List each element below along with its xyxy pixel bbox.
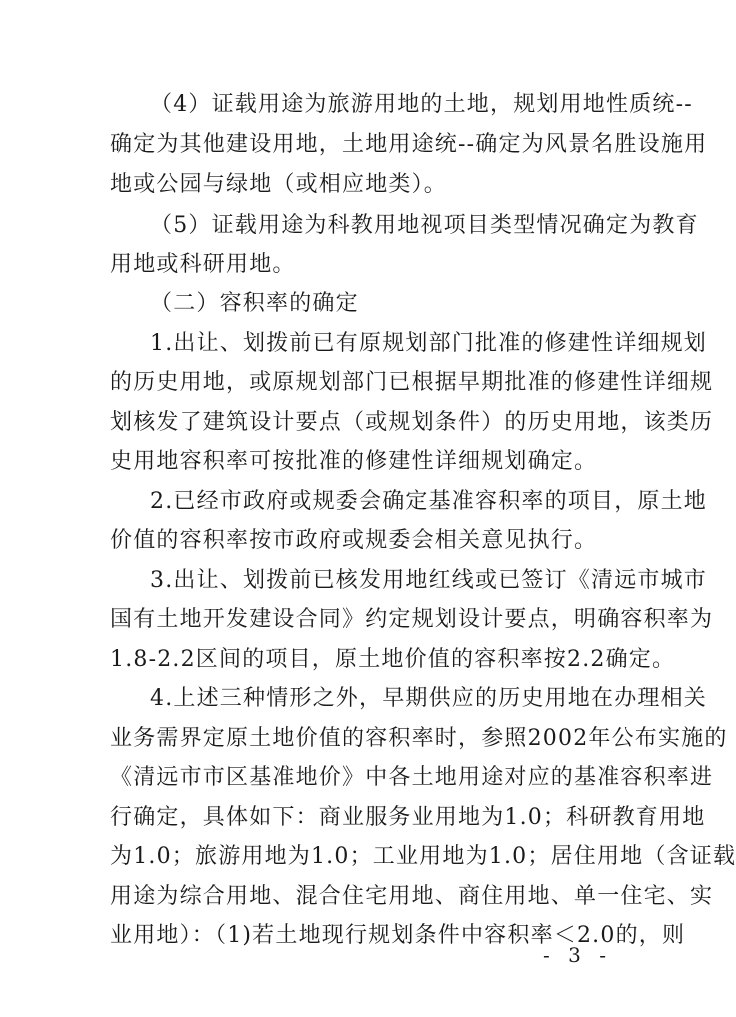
text-line: 2.已经市政府或规委会确定基准容积率的项目，原土地 (150, 489, 707, 514)
text-line: 业务需界定原土地价值的容积率时，参照2002年公布实施的 (110, 726, 728, 751)
text-line: 国有土地开发建设合同》约定规划设计要点，明确容积率为 (110, 607, 714, 632)
text-line: 3.出让、划拨前已核发用地红线或已签订《清远市城市 (150, 568, 707, 593)
text-line: 1.8-2.2区间的项目，原土地价值的容积率按2.2确定。 (110, 647, 676, 672)
text-line: 的历史用地，或原规划部门已根据早期批准的修建性详细规 (110, 370, 714, 395)
text-line: 业用地）：（1)若土地现行规划条件中容积率＜2.0的，则 (110, 923, 686, 948)
text-line: 用地或科研用地。 (110, 252, 296, 277)
text-line: 用途为综合用地、混合住宅用地、商住用地、单一住宅、实 (110, 884, 714, 909)
section-heading: （二）容积率的确定 (150, 291, 359, 316)
text-line: （4）证载用途为旅游用地的土地，规划用地性质统-- (150, 92, 693, 117)
text-line: 价值的容积率按市政府或规委会相关意见执行。 (110, 528, 598, 553)
text-line: 《清远市市区基准地价》中各土地用途对应的基准容积率进 (110, 765, 714, 790)
text-line: （5）证载用途为科教用地视项目类型情况确定为教育 (150, 213, 699, 238)
text-line: 为1.0；旅游用地为1.0；工业用地为1.0；居住用地（含证载 (110, 844, 736, 869)
text-line: 行确定，具体如下：商业服务业用地为1.0；科研教育用地 (110, 805, 706, 830)
text-line: 4.上述三种情形之外，早期供应的历史用地在办理相关 (150, 686, 707, 711)
text-line: 史用地容积率可按批准的修建性详细规划确定。 (110, 449, 598, 474)
text-line: 确定为其他建设用地，土地用途统--确定为风景名胜设施用 (110, 132, 708, 157)
text-line: 划核发了建筑设计要点（或规划条件）的历史用地，该类历 (110, 410, 714, 435)
page-number: - 3 - (543, 943, 612, 967)
text-line: 1.出让、划拨前已有原规划部门批准的修建性详细规划 (150, 331, 707, 356)
text-line: 地或公园与绿地（或相应地类）。 (110, 172, 448, 197)
